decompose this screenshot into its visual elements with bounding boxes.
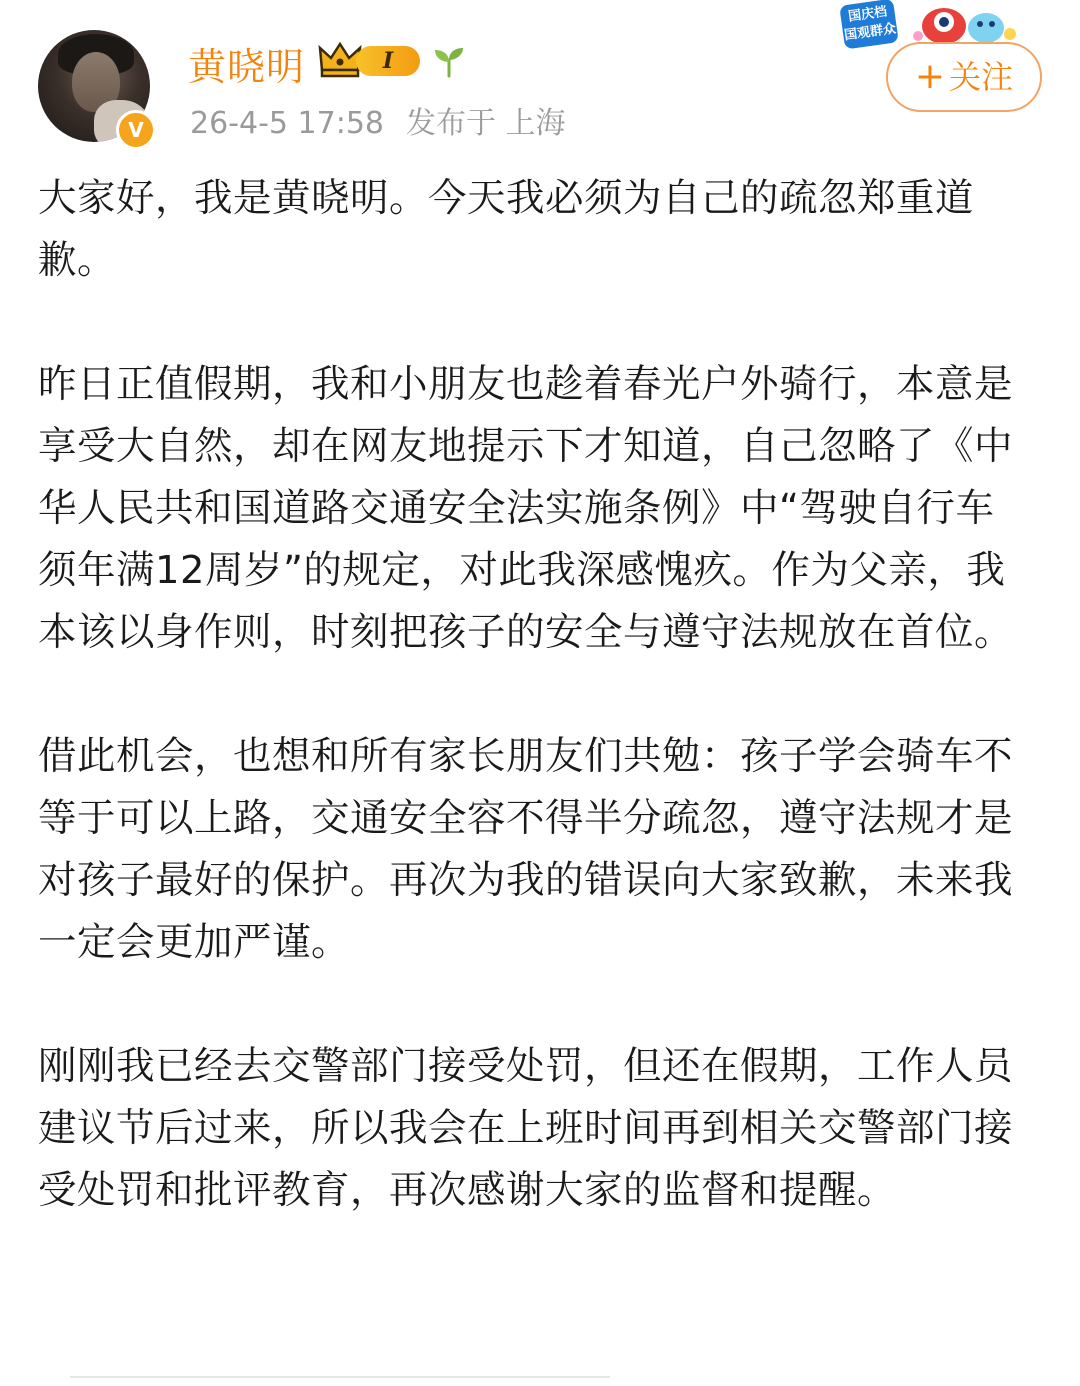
post-paragraph: 刚刚我已经去交警部门接受处罚，但还在假期，工作人员建议节后过来，所以我会在上班时间再到相关交警部门接受处罚和批评教育，再次感谢大家的监督和提醒。: [38, 1044, 1014, 1213]
level-badge[interactable]: I: [356, 46, 420, 76]
username[interactable]: 黄晓明: [188, 45, 306, 89]
verified-badge-icon: V: [116, 110, 156, 150]
post-header: [0, 0, 1080, 150]
post-paragraph: 大家好，我是黄晓明。今天我必须为自己的疏忽郑重道歉。: [38, 176, 975, 283]
follow-button-label: 关注: [949, 58, 1014, 96]
event-sticker[interactable]: [836, 0, 1032, 48]
post-timestamp: 26-4-5 17:58: [190, 106, 384, 141]
sticker-label-line1: 国庆档: [847, 4, 889, 25]
sticker-label-line2: 国观群众: [843, 21, 897, 44]
post-meta: [190, 98, 566, 142]
mascot-icon: [904, 0, 1024, 46]
post-paragraph: 借此机会，也想和所有家长朋友们共勉：孩子学会骑车不等于可以上路，交通安全容不得半分疏忽，遵守法规才是对孩子最好的保护。再次为我的错误向大家致歉，未来我一定会更加严谨。: [38, 734, 1014, 965]
sticker-label: [839, 0, 899, 50]
post-location: 发布于 上海: [406, 106, 566, 141]
sprout-icon: [432, 44, 466, 78]
post-paragraph: 昨日正值假期，我和小朋友也趁着春光户外骑行，本意是享受大自然，却在网友地提示下才知道，自己忽略了《中华人民共和国道路交通安全法实施条例》中“驾驶自行车须年满12周岁”的规定，对此我深感愧疚。作为父亲，我本该以身作则，时刻把孩子的安全与遵守法规放在首位。: [38, 362, 1014, 655]
plus-icon: +: [914, 56, 946, 97]
bottom-divider: [70, 1376, 610, 1386]
follow-button[interactable]: [886, 42, 1042, 112]
post-body: [38, 168, 1028, 1222]
